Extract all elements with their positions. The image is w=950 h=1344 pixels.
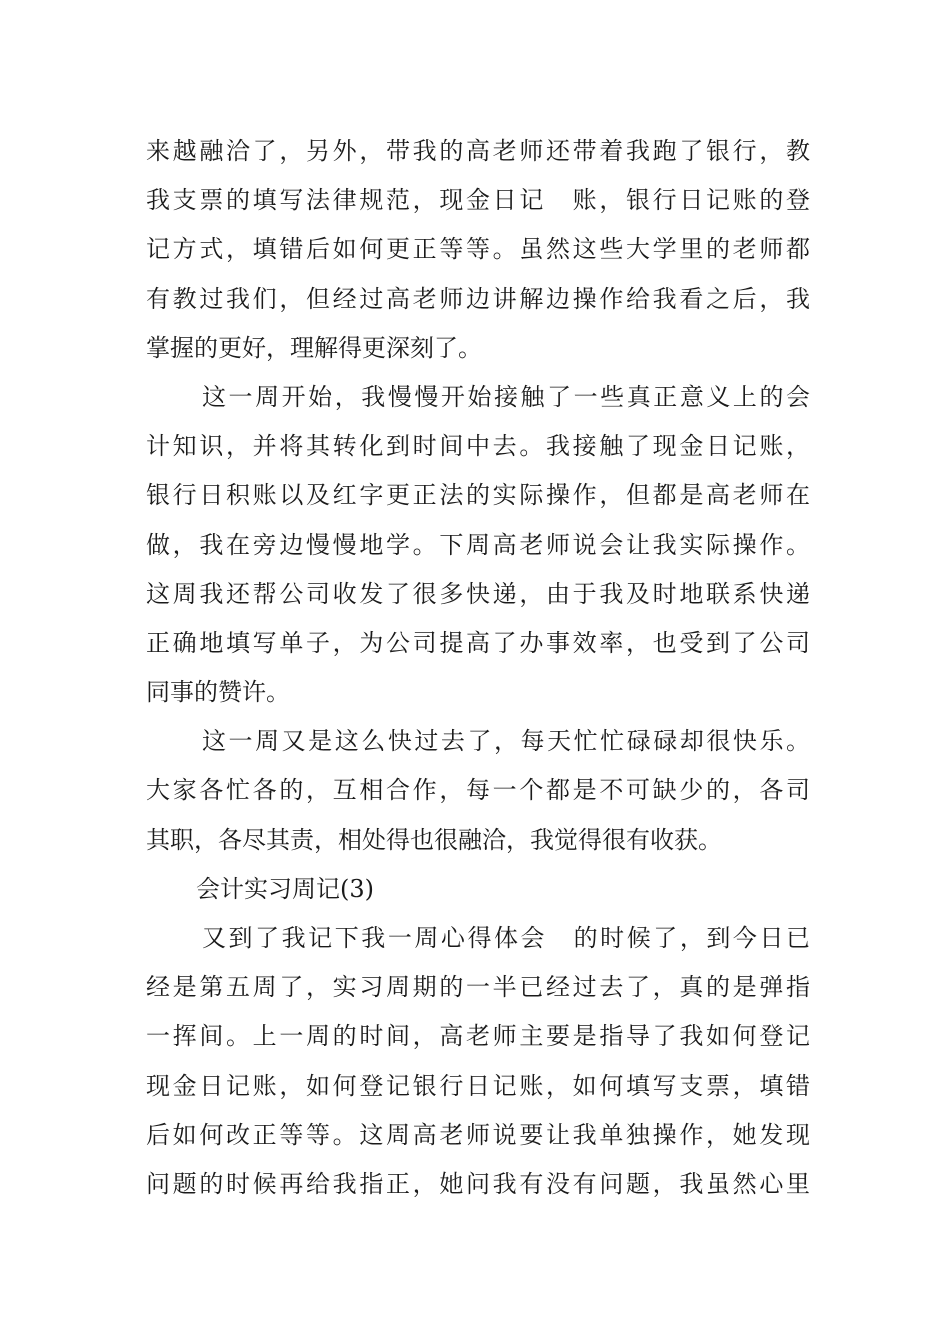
text-line: 我支票的填写法律规范，现金日记 账，银行日记账的登 <box>146 186 810 215</box>
text-line: 现金日记账，如何登记银行日记账，如何填写支票，填错 <box>146 1071 810 1100</box>
text-line: 这周我还帮公司收发了很多快递，由于我及时地联系快递 <box>146 579 810 608</box>
text-line: 一挥间。上一周的时间，高老师主要是指导了我如何登记 <box>146 1022 810 1051</box>
paragraph-start-line: 这一周又是这么快过去了，每天忙忙碌碌却很快乐。 <box>202 727 810 756</box>
text-line: 做，我在旁边慢慢地学。下周高老师说会让我实际操作。 <box>146 530 810 559</box>
text-line: 正确地填写单子，为公司提高了办事效率，也受到了公司 <box>146 628 810 657</box>
paragraph-start-line: 这一周开始，我慢慢开始接触了一些真正意义上的会 <box>202 382 810 411</box>
paragraph-start-line: 又到了我记下我一周心得体会 的时候了，到今日已 <box>202 924 810 952</box>
text-line: 大家各忙各的，互相合作，每一个都是不可缺少的，各司 <box>146 776 810 805</box>
document-body <box>146 127 810 1209</box>
text-line: 同事的赞许。 <box>146 678 290 707</box>
text-line: 有教过我们，但经过高老师边讲解边操作给我看之后，我 <box>146 284 810 313</box>
text-line: 记方式，填错后如何更正等等。虽然这些大学里的老师都 <box>146 235 810 264</box>
text-line: 来越融洽了，另外，带我的高老师还带着我跑了银行，教 <box>146 137 810 165</box>
text-line: 其职，各尽其责，相处得也很融洽，我觉得很有收获。 <box>146 825 722 854</box>
text-line: 计知识，并将其转化到时间中去。我接触了现金日记账， <box>146 432 810 461</box>
section-heading: 会计实习周记(3) <box>196 874 374 903</box>
text-line: 掌握的更好，理解得更深刻了。 <box>146 333 482 362</box>
text-line: 银行日积账以及红字更正法的实际操作，但都是高老师在 <box>146 481 810 510</box>
text-line: 经是第五周了，实习周期的一半已经过去了，真的是弹指 <box>146 973 810 1002</box>
text-line: 后如何改正等等。这周高老师说要让我单独操作，她发现 <box>146 1120 810 1149</box>
text-line: 问题的时候再给我指正，她问我有没有问题，我虽然心里 <box>146 1169 810 1198</box>
